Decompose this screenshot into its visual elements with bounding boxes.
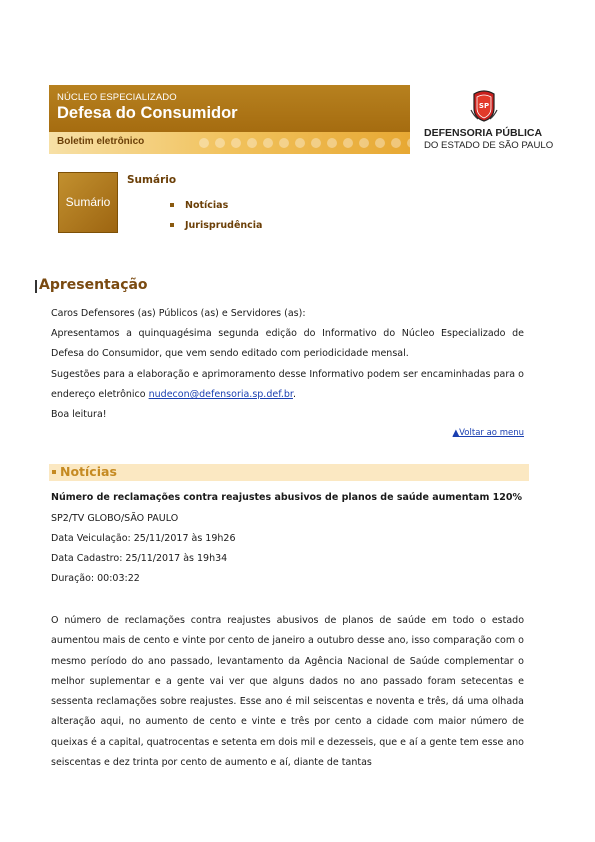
bullet-icon — [52, 470, 56, 474]
defensoria-logo — [424, 90, 554, 152]
banner-subtitle: Boletim eletrônico — [57, 136, 145, 147]
news-source: SP2/TV GLOBO/SÃO PAULO — [51, 513, 179, 524]
suggestions-end: . — [292, 389, 296, 401]
news-date-registered: Data Cadastro: 25/11/2017 às 19h34 — [51, 553, 228, 564]
banner-top — [49, 85, 410, 132]
bullet-icon — [170, 223, 174, 227]
suggestions-text: Sugestões para a elaboração e aprimoramento desse Informativo podem ser encaminhadas para o endereço eletrônico — [51, 369, 524, 401]
banner-kicker: NÚCLEO ESPECIALIZADO — [57, 92, 177, 103]
bullet-icon — [170, 203, 174, 207]
sumario-badge — [58, 172, 118, 233]
news-headline: Número de reclamações contra reajustes abusivos de planos de saúde aumentam 120% — [51, 492, 523, 503]
sumario-title: Sumário — [127, 174, 177, 186]
sumario-link-noticias[interactable]: Notícias — [185, 200, 229, 211]
sumario-badge-label: Sumário — [65, 195, 111, 209]
noticias-heading: Notícias — [60, 464, 117, 479]
news-duration: Duração: 00:03:22 — [51, 573, 140, 584]
email-link[interactable]: nudecon@defensoria.sp.def.br — [148, 389, 293, 401]
logo-line-1: DEFENSORIA PÚBLICA — [424, 127, 543, 139]
sumario-link-jurisprudencia[interactable]: Jurisprudência — [185, 220, 263, 231]
suggestions-paragraph — [51, 365, 524, 406]
banner-strip — [49, 132, 410, 154]
greeting: Caros Defensores (as) Públicos (as) e Servidores (as): — [51, 308, 306, 319]
news-date-broadcast: Data Veiculação: 25/11/2017 às 19h26 — [51, 533, 236, 544]
decorative-dots — [199, 138, 417, 148]
news-body: O número de reclamações contra reajustes abusivos de planos de saúde em todo o estado aumentou mais de cento e vinte por cento de janeiro a outubro desse ano, isso comparação com o mesmo período do ano passado, levantamento da Agência Nacional de Saúde complementar o melhor suplementar e a gente vai ver que alguns dados no ano passado foram setecentas e sessenta reclamações sobre reajustes. Esse ano é mil seiscentas e noventa e três, dá uma olhada alteração aqui, no aumento de cento e vinte e três por cento a cidade com maior número de queixas é a capital, quatrocentas e setenta em dois mil e dezesseis, que e aí a gente tem esse ano seiscentas e dez trinta por cento de aumento e aí, diante de tantas — [51, 615, 524, 769]
section-marker — [35, 280, 37, 293]
header-banner — [49, 85, 410, 154]
intro-paragraph: Apresentamos a quinquagésima segunda edição do Informativo do Núcleo Especializado de Defesa do Consumidor, que vem sendo editado com periodicidade mensal. — [51, 328, 524, 360]
sumario-item-jurisprudencia[interactable] — [170, 220, 262, 231]
apresentacao-heading: Apresentação — [39, 277, 148, 293]
sumario-item-noticias[interactable] — [170, 200, 228, 211]
noticias-section-header — [49, 464, 529, 481]
banner-title: Defesa do Consumidor — [57, 104, 238, 122]
coat-of-arms-icon — [470, 90, 498, 122]
seal-text: SP — [478, 102, 490, 110]
logo-line-2: DO ESTADO DE SÃO PAULO — [424, 140, 554, 151]
closing-text: Boa leitura! — [51, 409, 107, 420]
back-to-menu-link[interactable]: ▲Voltar ao menu — [452, 428, 524, 438]
